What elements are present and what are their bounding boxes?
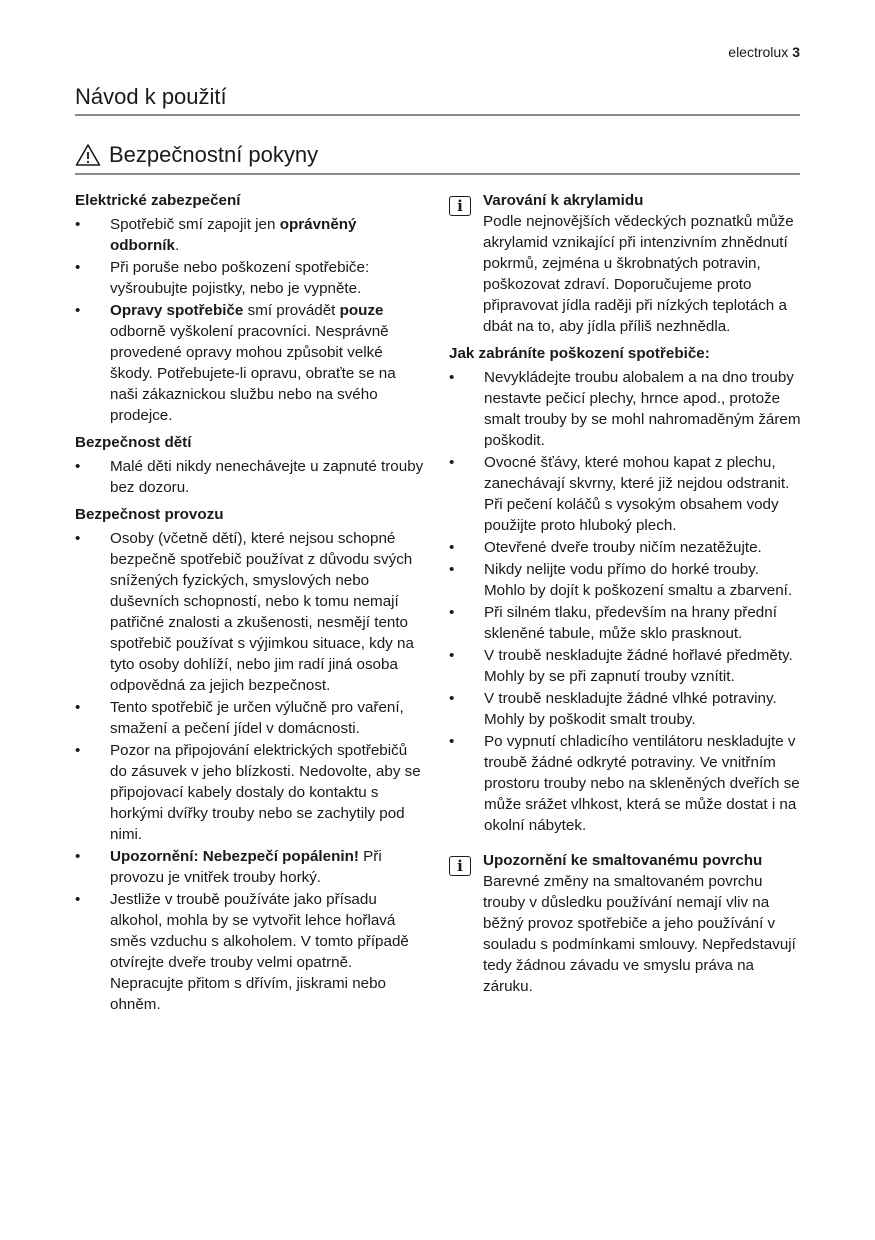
list-item: • Nikdy nelijte vodu přímo do horké trouby. Mohlo by dojít k poškození smaltu a zbarvení.: [449, 559, 801, 601]
section-title: [75, 142, 318, 168]
list-item: • Opravy spotřebiče smí provádět pouze odborně vyškolení pracovníci. Nesprávně provedené opravy mohou způsobit velké škody. Potřebujete-li opravu, obraťte se na naši zákaznickou službu nebo na svého prodejce.: [75, 300, 425, 426]
list-item: • Pozor na připojování elektrických spotřebičů do zásuvek v jeho blízkosti. Nedovolte, aby se připojovací kabely dostaly do kontaktu s horkými dvířky trouby nebo se zachytily pod nimi.: [75, 740, 425, 845]
list-item: • Při poruše nebo poškození spotřebiče: vyšroubujte pojistky, nebo je vypněte.: [75, 257, 425, 299]
operation-safety-list: [75, 528, 425, 1015]
list-item: • Tento spotřebič je určen výlučně pro vaření, smažení a pečení jídel v domácnosti.: [75, 697, 425, 739]
acrylamide-note-title: Varování k akrylamidu: [483, 192, 644, 209]
brand-name: electrolux: [728, 44, 789, 60]
info-icon: i: [449, 196, 471, 216]
section-divider: [75, 173, 800, 175]
acrylamide-note-body: Podle nejnovějších vědeckých poznatků může akrylamid vznikající při intenzivním zhnědnutí pokrmů, zejména u škrobnatých potravin, poškozovat zdraví. Doporučujeme proto připravovat jídla raději při nízkých teplotách a dbát na to, aby jídla příliš nezhnědla.: [483, 213, 794, 335]
left-column: [75, 190, 425, 1021]
acrylamide-note: [449, 190, 801, 337]
right-column: [449, 190, 801, 1003]
operation-safety-heading: Bezpečnost provozu: [75, 506, 224, 523]
list-item: • Při silném tlaku, především na hrany přední skleněné tabule, může sklo prasknout.: [449, 602, 801, 644]
info-icon: i: [449, 856, 471, 876]
enamel-note-title: Upozornění ke smaltovanému povrchu: [483, 852, 763, 869]
list-item: • Po vypnutí chladicího ventilátoru neskladujte v troubě žádné odkryté potraviny. Ve vnitřním prostoru trouby nebo na skleněných dveřích se může srážet vlhkost, která se může dostat i na okolní nábytek.: [449, 731, 801, 836]
list-item: • Otevřené dveře trouby ničím nezatěžujte.: [449, 537, 801, 558]
warning-triangle-icon: [75, 143, 101, 167]
enamel-note-body: Barevné změny na smaltovaném povrchu trouby v důsledku používání nemají vliv na běžný provoz spotřebiče a jeho používání v souladu s podmínkami smlouvy. Nepředstavují tedy žádnou závadu ve smyslu práva na záruku.: [483, 873, 796, 995]
list-item: • Ovocné šťávy, které mohou kapat z plechu, zanechávají skvrny, které již nejdou odstranit. Při pečení koláčů s vysokým obsahem vody použijte proto hluboký plech.: [449, 452, 801, 536]
page-number: 3: [792, 44, 800, 60]
list-item: • Malé děti nikdy nenechávejte u zapnuté trouby bez dozoru.: [75, 456, 425, 498]
title-divider: [75, 114, 800, 116]
page-header: [728, 44, 800, 60]
child-safety-list: [75, 456, 425, 498]
document-title: Návod k použití: [75, 84, 227, 109]
appliance-damage-list: [449, 367, 801, 836]
electrical-safety-heading: Elektrické zabezpečení: [75, 192, 241, 209]
section-title-text: Bezpečnostní pokyny: [109, 142, 319, 167]
list-item: • Upozornění: Nebezpečí popálenin! Při provozu je vnitřek trouby horký.: [75, 846, 425, 888]
list-item: • V troubě neskladujte žádné vlhké potraviny. Mohly by poškodit smalt trouby.: [449, 688, 801, 730]
child-safety-heading: Bezpečnost dětí: [75, 434, 192, 451]
list-item: • Jestliže v troubě používáte jako přísadu alkohol, mohla by se vytvořit lehce hořlavá směs vzduchu s alkoholem. V tomto případě otvírejte dveře trouby velmi opatrně. Nepracujte přitom s dřívím, jiskrami nebo ohněm.: [75, 889, 425, 1015]
list-item: • Osoby (včetně dětí), které nejsou schopné bezpečně spotřebič používat z důvodu svých snížených fyzických, smyslových nebo duševních schopností, nebo k tomu nemají patřičné znalosti a zkušenosti, nesmějí tento spotřebič používat s výjimkou situace, kdy na tyto osoby dohlíží, nebo jim radí jiná osoba odpovědná za jejich bezpečnost.: [75, 528, 425, 696]
appliance-damage-heading: Jak zabráníte poškození spotřebiče:: [449, 345, 710, 362]
electrical-safety-list: [75, 214, 425, 426]
list-item: • Spotřebič smí zapojit jen oprávněný odborník.: [75, 214, 425, 256]
list-item: • V troubě neskladujte žádné hořlavé předměty. Mohly by se při zapnutí trouby vznítit.: [449, 645, 801, 687]
list-item: • Nevykládejte troubu alobalem a na dno trouby nestavte pečicí plechy, hrnce apod., protože smalt trouby by se mohl nahromaděným žárem poškodit.: [449, 367, 801, 451]
enamel-note: [449, 850, 801, 997]
